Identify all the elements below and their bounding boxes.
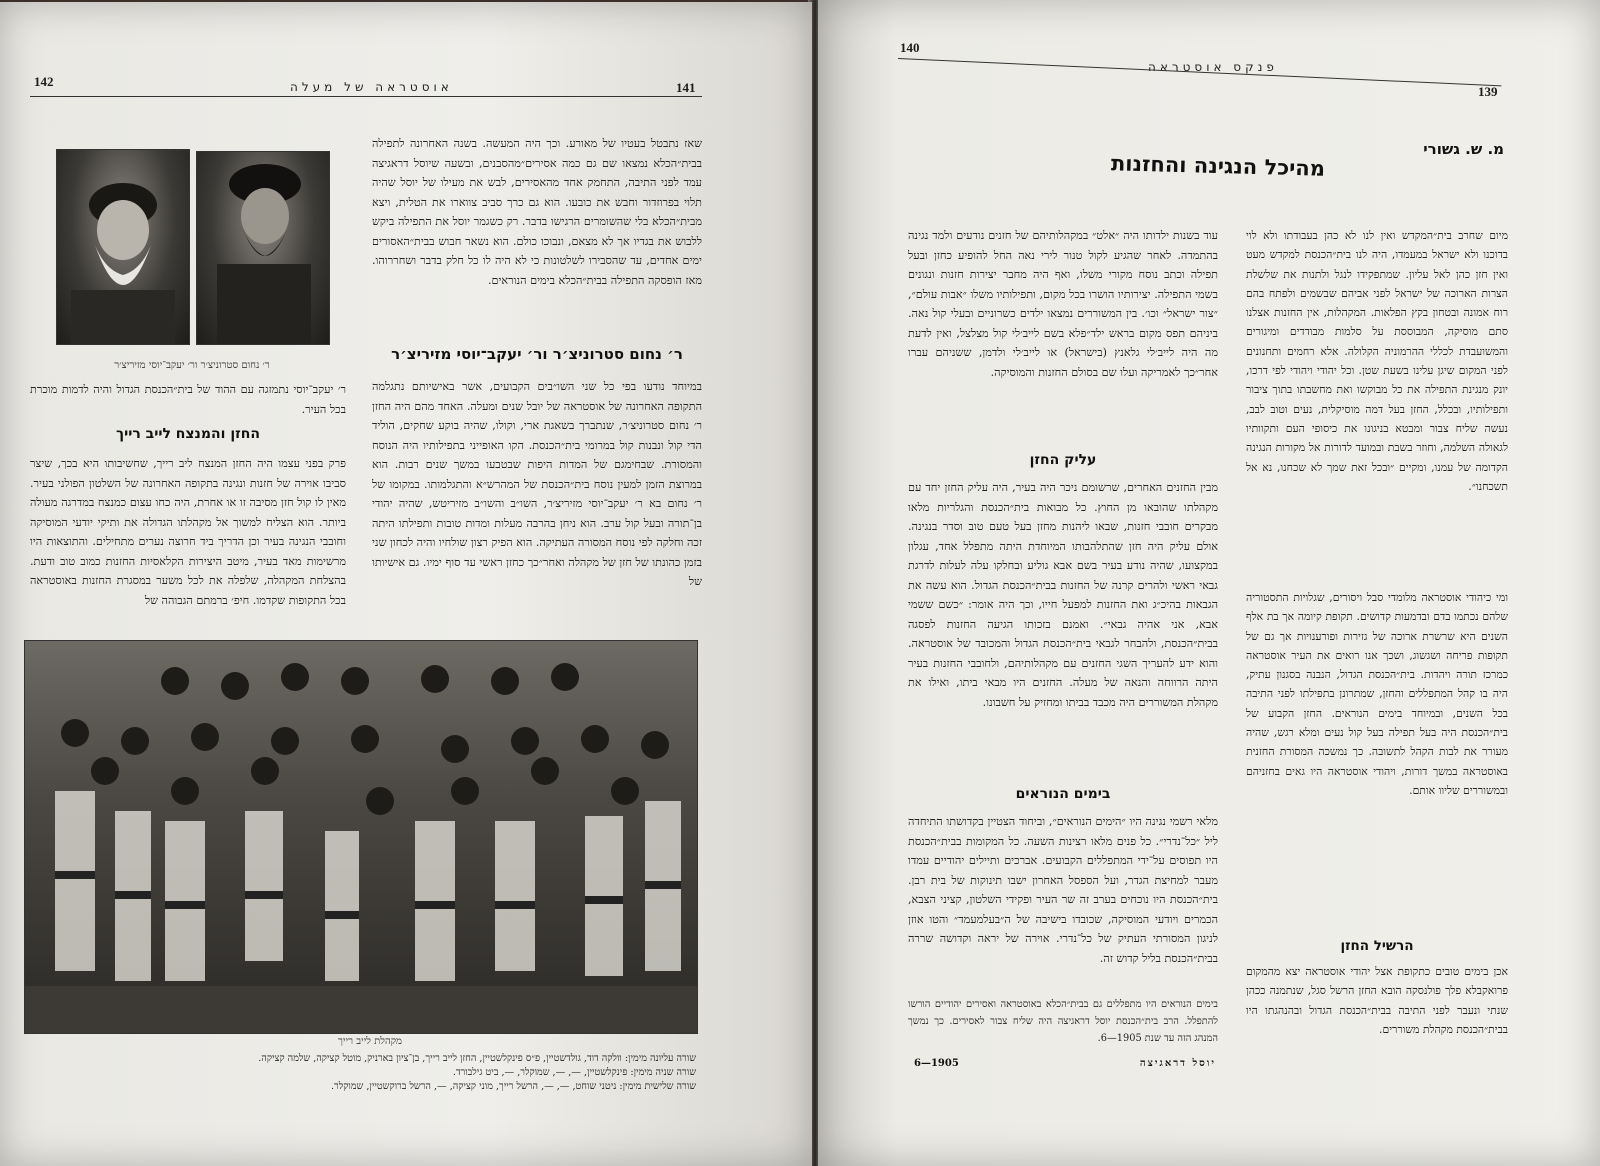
right-page-col-right-body-2: ומי כיהודי אוסטראה מלומדי סבל ויסורים, שגלויות התסטוריה שלהם נכתמו בדם ובדמעות קדושים. תקופת קיומה אך בת אלף השנים היא שרשרת ארוכה של גזירות ופורענויות אך גם של תקופות פריחה ושגשוג, ושכך אנו רואים את העיר אוסטראה כמרכז תורה ויהדות. בית״הכנסת הגדול, הנבנה בסגנון עתיק, היה בו קהל המתפללים והחזן, שמתרונן בתפילתו לפני התיבה בכל השנים, ובמיוחד בימים הנוראים. החזן הקבוע של בית״הכנסת היה בעל תפילה בעל קול נעים ומלא רגש, שהיה מעורר את לבות הקהל לתשובה. כך נמשכה המסורת החזנית באוסטראה במשך דורות, ויהודי אוסטראה היו גאים בחזניהם ובמשוררים שליוו אותם. (1246, 591, 1508, 797)
right-page-col-left-mid: מבין החזנים האחרים, שרשומם ניכר היה בעיר, היה עליק החזן יחד עם מקהלתו שהובאו מן החוץ. כל מבואות בית״הכנסת והגלריות מלאו מבקרים חובבי חזנות, שבאו ליהנות מחזן בעל טעם טוב וסדר בנגינה. אולם עליק היה חזן שהתלהבותו המיוחדת היתה מתפלל אחד, עגלון במקצועו, שהיה נודע בעיר בשם אבא גוליע ובחלקו עלה לעלות לדרגת גבאי ראשי ולהרים קרנה של החזנות בבית״הכנסת הגדול. הוא עשה את הגבאות בהיכ״ג ואת החזנות למפעל חייו, וכך היה אומר: ״כשם ששמי אבא, אני אהיה גבאי״. ואמנם בזכותו הגיעה החזנות לפסגה בבית״הכנסת, ולהבחר לגבאי בית״הכנסת הגדול והמכובד של אוסטראה. והוא ידע להעריך השגי החזנים עם מקהלותיהם, ולחובבי החזנות בעיר היתה הרווחה והנאה של מעלה. החזנים היו מבאי ביתו, ואילו את מקהלת המשוררים היה מכבד בביתו ומחזיק על חשבונו. (908, 481, 1218, 709)
left-page-col-right-bottom: במיוחד נודעו בפי כל שני השו״בים הקבועים, אשר באישיותם נתגלמה התקופה האחרונה של אוסטראה של יובל שנים ומעלה. האחד מהם היה החזן ר׳ נחום סטרוניצ׳ר, שנתברך בשאגת ארי, וקולו, שהיה בוקע שחקים, הוליד הדי קול ונבנות קול במרומי בית״הכנסת. הקו האופייני בתפילותיו היה הנוסח והמסורת. שבחימגם של המדות היפות שבטבעו במשך שנים רבות. הוא במרוצת הזמן למעין נוסח בית״הכנסת של המהרש״א והתגלמותו. במקומו של ר׳ נחום בא ר׳ יעקב־יוסי מזיריצ׳ר, השו״ב והשו״ב מזיריטש, שהיה יהודי בן־תורה ובעל קול ערב. הוא ניחן בהרבה מעלות ומדות טובות ותפילתו היתה זכה וחלקה לפי נוסח המסורה העתיקה. הוא הפיק רצון שולחיו והיה לכחון שני בזמן כהונתו של חזן של מקהלה ואחר״כך כחזן ראשי עד סוף ימיו. גם אישיותו של (372, 380, 702, 588)
choir-group-photo (24, 640, 698, 1034)
page-number-140: 140 (900, 40, 920, 55)
choir-photo-title: מקהלת לייב רייך (338, 1036, 402, 1047)
right-page-col-left-top: עוד בשנות ילדותו היה ״אלט״ במקהלותיהם של חזנים נודעים ולמד נגינה בהתמדה. לאחר שהגיע לקול טנור לירי נאה החל להופיע כחזן ובעל תפילה וכתב נוסח מקורי משלו, ואף היה מחבר יצירות חזנות ונגונים בשמי התפילה. יצירותיו הושרו בכל מקום, ותפילותיו משלו ״אבות עולם״, ״צור ישראל״ וכו׳. בין המשוררים נמצאו ילדים כשרוניים ובעלי קול נאה. ביניהם תפס מקום בראש ילד״פלא בשם לייב׳לי קול מצלצל, ואין לדעת מה היה לייב׳לי גלאנץ (בישראל) או לייב׳לי ולדמן, ששניהם עברו אחר״כך לאמריקה ועלו שם בסולם החזנות והמוסיקה. (908, 229, 1218, 379)
left-page (0, 2, 812, 1166)
article-title: מהיכל הנגינה והחזנות (1110, 151, 1326, 181)
portraits-caption: ר׳ נחום סטרוניצ׳ר ור׳ יעקב־יוסי מזיריצ׳ר (114, 360, 270, 371)
right-page-col-right-body: מיום שחרב בית״המקדש ואין לנו לא כהן בעבודתו ולא לוי בדוכנו ולא ישראל במעמדו, היה לנו בית״הכנסת למקדש מעט ואין חזן כהן לאל עליון. שמתפקידו לנגל ולתנות את שלשלת הצרות הארוכה של ישראל לפני אביהם שבשמים ולפתח בהם רוח אמונה ובטחון בקץ הפלאות. המקהלות, אין החזנות אצלנו סתם מוסיקה, המבוססת על סלמות מבודדים ומיגורים והמשועבדת לכללי ההרמוניה הקלולה. אלא רחמים ותחנונים לפני המקום שיגן עלינו בשעת שטן. וכל יהודי ויהודי לפי דרכו, יונק מנגינת התפילה את כל מבוקשו ואת מחשבתו בתוך ציבור ותפילותיו, ובכלל, החזן בעל דמה מוסיקלית, נעים וטוב לבב, נעשה שליח צבור ומבטא בניגונו את כיסופי העם ותקוותיו לגאולה השלמה, וחוזר בשבת ובמועד לדורות אל מקורות הנגינה הקדומה של עמנו, ומקיים ״ובכל זאת שמך לא שכחנו, נא אל תשכחנו״. (1246, 229, 1508, 493)
portrait-yaakov-yosi-photo (56, 149, 190, 345)
page-number-141: 141 (676, 80, 696, 95)
portrait-nachum-photo (196, 151, 330, 345)
heading-nachum-yaakov: ר׳ נחום סטרוניצ׳ר ור׳ יעקב־יוסי מזיריצ׳ר (391, 345, 683, 363)
choir-credit-row-1: שורה עליונה מימין: וולקה דוד, גולדשטיין, פ״ס פינקלשטיין, החזן לייב רייך, בן־ציון בארניק, מוטל קציקה, שלמה קציקה. (258, 1053, 696, 1064)
choir-credit-row-2: שורה שניה מימין: פינקלשטיין, —, —, שמוקלר, —, ביט גילבורד. (452, 1067, 696, 1078)
heading-leib-reich: החזן והמנצח לייב רייך (116, 426, 260, 442)
running-head-left: אוסטראה של מעלה (290, 80, 453, 94)
heading-high-holidays: בימים הנוראים (1015, 786, 1111, 802)
page-number-139: 139 (1478, 84, 1498, 99)
right-page (818, 0, 1600, 1166)
heading-hershel: הרשיל החזן (1340, 938, 1414, 954)
right-page-col-left-bottom: מלאי רשמי נגינה היו ״הימים הנוראים״, וביחוד הצטיין בקדושתו התיחדה ליל ״כל־נדרי״. כל פנים מלאו רצינות השעה. כל המקומות בבית״הכנסת היו תפוסים על־ידי המתפללים הקבועים. אברכים ותיילים יהודיים עמדו מעבר למחיצת הגדר, ועל הספסל האחרון ישבו תינוקות של בית רבן. בית״הכנסת היו נוכחים בערב זה שר העיר ופקידי השלטון, קציני הצבא, הכמרים ויודעי המוסיקה, שכובדו בישיבה של ה״בעלמעמד״ והטו אוזן לניגון המסורתי העתיק של כל־נדרי. אוירה של יראה וקדושה שררה בבית״הכנסת בליל קדוש זה. (908, 815, 1218, 965)
choir-credit-row-3: שורה שלישית מימין: ניטני שוחט, —, —, הרשל רייך, מוני קציקה, —, הרשל ברוקשטיין, שמוקלר. (330, 1081, 696, 1092)
left-page-col-left-body: פרק בפני עצמו היה החזן המנצח ליב רייך, שחשיבותו היא בכך, שיצר סביבו אוירה של חזנות ונגינה בתקופה האחרונה של השלטון הפולני בעיר. מאין לו קול חזן מסיבה זו או אחרת, היה כחו עצום כמנצח במדרגה מעולה ביותר. הוא הצליח למשוך אל מקהלתו הגדולה את ותיקי יודעי המוסיקה וחובבי הנגינה בעיר וכן הדריך ביד חרוצה נערים מתחילים. והתוצאות היו מרשימות מאד בעיר, מיטב היצירות הקלאסיות החזנות כמוב טוב ודעת. בהצלחת המקהלה, שלפלה את לכל משער במסגרת החזנות באוסטראה בכל התקופות שקדמו. חיפ׳ ברמתם הגבוהה של (30, 457, 346, 607)
heading-elik: עליק החזן (1029, 452, 1097, 468)
left-page-col-right-top: שאז נתבטל בעטיו של מאורע. וכך היה המעשה. בשנה האחרונה לתפילה בבית״הכלא נמצאו שם גם כמה אסירים״מהסבנים, ובשעה שיוסל דראגיצה עמד לפני התיבה, התחמק אחד מהאסירים, לבש את מעילו של יוסל שהיה תלוי בפרוזדור וחבש את כובעו. הוא גם כרך סביב צווארו את הטלית, ויצא מבית״הכלא בלי שהשומרים הרגישו בדבר. רק כשגמר יוסל את התפילה ביקש ללבוש את בגדיו אך לא מצאם, ונבוכו כולם. הוא נשאר חבוש בבית״האסורים ימים אחדים, עד שהסבירו לשלטונות כי לא היה לו כל חלק בדבר ושחררוהו. מאז הופסקה התפילה בבית״הכלא בימים הנוראים. (372, 137, 702, 287)
page-number-142: 142 (34, 74, 54, 89)
right-page-footnote: בימים הנוראים היו מתפללים גם בבית״הכלא באוסטראה ואסירים יהודיים הורשו להתפלל. הרב בית״הכנסת יוסל דראגיצה היה שליח צבור לאסירים. כך נמשך המנהג הזה עד שנת 1905—6. (908, 999, 1218, 1044)
dateline-name: יוסל דראגיצה (1139, 1058, 1216, 1069)
header-rule-left (30, 96, 702, 97)
left-page-col-left-intro: ר׳ יעקב־יוסי נתמזגה עם ההוד של בית״הכנסת הגדול והיה לדמות מוכרת בכל העיר. (30, 383, 346, 416)
right-page-col-right-body-3: אכן בימים טובים כתקופת אצל יהודי אוסטראה יצא מהמקום פרואקבלא פלך פולנסקה הובא החזן הרשל סגל, שנתמנה ככהן שנתי ונעבר לפני התיבה בבית״הכנסת הגדול ובהנהגתו היו בבית״הכנסת מקהלת משוררים. (1246, 965, 1508, 1036)
dateline-year: 1905—6 (914, 1058, 959, 1069)
article-author: מ. ש. גשורי (1423, 140, 1504, 158)
running-head-right: פנקס אוסטראה (1148, 60, 1278, 74)
